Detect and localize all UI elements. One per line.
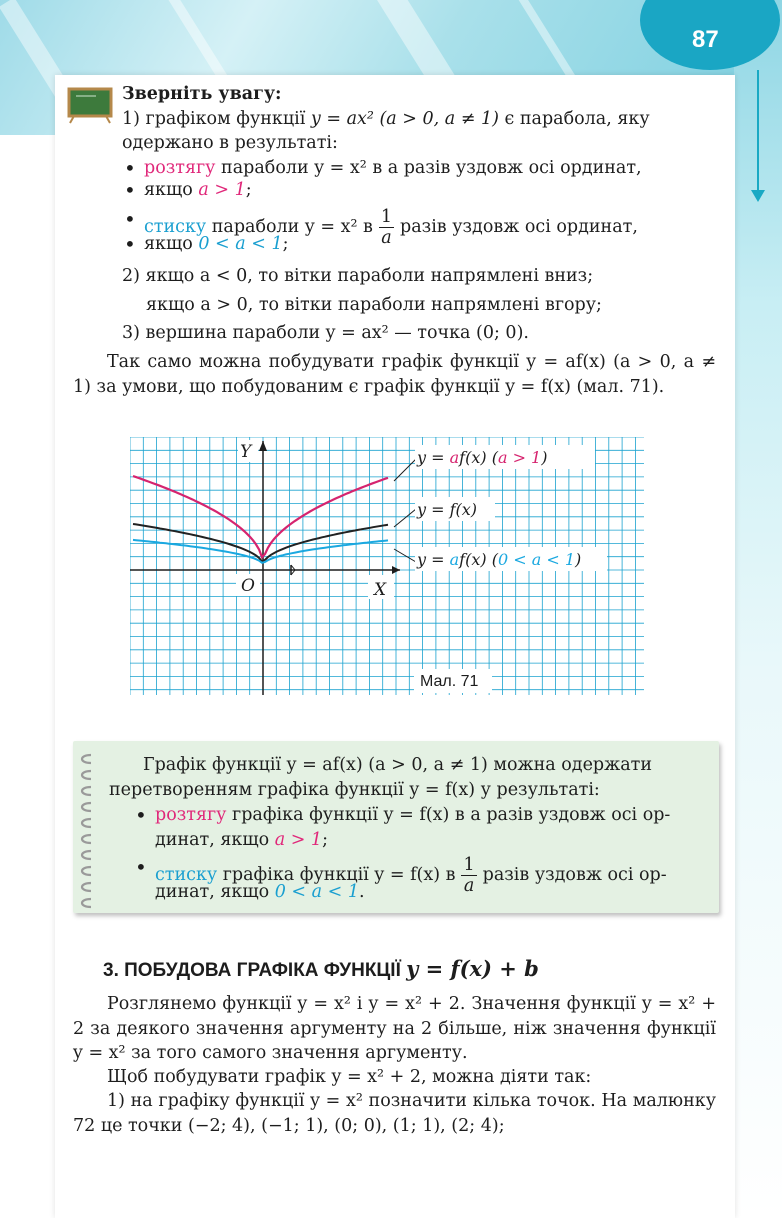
note-item-2b: якщо a > 0, то вітки параболи напрямлені вгору; <box>146 294 602 315</box>
ring-icon <box>82 883 91 891</box>
note-item-3: 3) вершина параболи y = ax² — точка (0; 0). <box>122 323 529 343</box>
note-text: разів уздовж осі ординат, <box>400 216 638 237</box>
blackboard-icon <box>66 86 114 124</box>
fraction-one-over-a <box>461 855 476 896</box>
ring-icon <box>82 851 91 859</box>
label-af-compress: y = af(x) (0 < a < 1) <box>417 550 582 569</box>
ring-icon <box>82 771 91 779</box>
attention-note <box>122 82 716 346</box>
rule-text-span: разів уздовж осі ор- <box>482 865 667 885</box>
rule-text-span: графіка функції y = f(x) в a разів уздовж осі ор- <box>226 805 671 825</box>
section-formula: y = f(x) + b <box>406 956 539 981</box>
origin-label: O <box>241 576 255 596</box>
note-heading: Зверніть увагу: <box>122 84 282 104</box>
ring-icon <box>82 755 91 763</box>
note-text: 1) графіком функції <box>122 108 311 129</box>
stretch-word: розтягу <box>155 805 227 825</box>
rule-bullet-stretch <box>133 803 705 828</box>
paragraph-step-1: 1) на графіку функції y = x² позначити кілька точок. На малюнку 72 це точки (−2; 4), (−1; 1), (0; 0), (1; 1), (2; 4); <box>73 1091 716 1136</box>
fraction-numerator: 1 <box>463 855 475 875</box>
note-text: параболи y = x² в a разів уздовж осі ординат, <box>215 157 642 178</box>
y-axis-label: Y <box>240 442 252 462</box>
compress-condition: 0 < a < 1 <box>274 882 359 902</box>
rule-bullet-compress <box>133 855 705 896</box>
y-axis-arrow-icon <box>259 441 267 451</box>
note-text: якщо <box>144 180 199 200</box>
stretch-condition: a > 1 <box>198 180 246 200</box>
side-arrow-line <box>757 70 759 195</box>
paragraph-steps: Щоб побудувати графік y = x² + 2, можна діяти так: <box>107 1067 592 1087</box>
compress-word: стиску <box>144 216 207 237</box>
rule-text-span: динат, якщо <box>155 830 275 850</box>
section-heading <box>103 956 539 982</box>
ring-icon <box>82 819 91 827</box>
note-text: ; <box>245 180 252 200</box>
stretch-condition: a > 1 <box>274 830 323 850</box>
note-bullet-stretch <box>122 156 716 181</box>
fraction-numerator: 1 <box>380 206 393 227</box>
rule-line-1: Графік функції y = af(x) (a > 0, a ≠ 1) можна одержати <box>143 755 653 775</box>
note-item-1-cont: одержано в результаті: <box>122 133 338 153</box>
ring-icon <box>82 867 91 875</box>
rule-text <box>109 753 705 905</box>
ring-icon <box>82 787 91 795</box>
paragraph-consider: Розглянемо функції y = x² і y = x² + 2. Значення функції y = x² + 2 за деякого значення аргументу на 2 більше, ніж значення функції y = x² за того самого значення аргументу. <box>73 994 716 1063</box>
compress-condition: 0 < a < 1 <box>198 233 283 254</box>
notebook-rings-icon <box>77 749 95 909</box>
paragraph-intro: Так само можна побудувати графік функції y = af(x) (a > 0, a ≠ 1) за умови, що побудованим є графік функції y = f(x) (мал. 71). <box>73 352 716 397</box>
rule-text-span: графіка функції y = f(x) в <box>217 865 456 885</box>
rule-text-span: . <box>358 882 365 902</box>
note-item-2: 2) якщо a < 0, то вітки параболи напрямлені вниз; <box>122 266 594 286</box>
ring-icon <box>82 835 91 843</box>
leader-line <box>394 509 416 527</box>
note-bullet-stretch-cond <box>122 178 716 203</box>
x-axis-label: X <box>374 580 387 600</box>
rule-bullet-stretch-cond <box>155 828 705 853</box>
note-item-1 <box>122 107 716 132</box>
section-title: 3. ПОБУДОВА ГРАФІКА ФУНКЦІЇ <box>103 960 407 981</box>
ring-icon <box>82 899 91 907</box>
note-text: ; <box>282 233 289 254</box>
ring-icon <box>82 803 91 811</box>
note-formula: y = ax² (a > 0, a ≠ 1) <box>310 108 499 129</box>
note-text: є парабола, яку <box>498 108 650 129</box>
note-text: якщо <box>144 233 199 254</box>
rule-box <box>73 741 719 913</box>
figure-caption: Мал. 71 <box>420 673 479 690</box>
leader-line <box>394 459 416 481</box>
rule-text-span: динат, якщо <box>155 882 275 902</box>
fraction-denominator: a <box>381 227 392 248</box>
leader-line <box>394 549 416 562</box>
figure-71 <box>130 437 644 695</box>
rule-line-2: перетворенням графіка функції y = f(x) у результаті: <box>109 780 600 800</box>
note-text: параболи y = x² в <box>206 216 373 237</box>
label-f: y = f(x) <box>417 500 478 519</box>
rule-text-span: ; <box>322 830 328 850</box>
stretch-word: розтягу <box>144 157 216 178</box>
note-bullet-compress-cond <box>122 232 716 257</box>
compress-word: стиску <box>155 865 218 885</box>
page-number: 87 <box>640 0 780 70</box>
side-arrow-icon <box>751 190 765 202</box>
fraction-denominator: a <box>463 876 475 896</box>
label-af-stretch: y = af(x) (a > 1) <box>417 448 548 467</box>
